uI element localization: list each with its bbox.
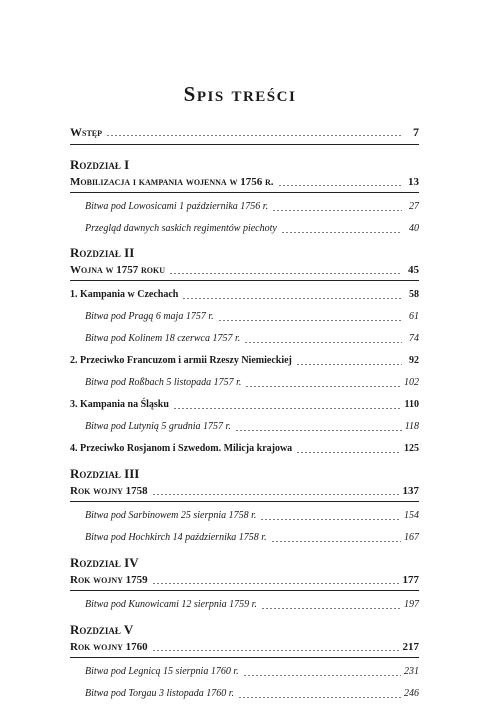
toc-entry-label: Wstęp	[70, 125, 103, 139]
chapter-heading: Rozdział I	[70, 157, 130, 172]
dot-leader	[182, 298, 402, 299]
chapter-heading: Rozdział V	[70, 622, 134, 637]
toc-entry-label: Bitwa pod Roßbach 5 listopada 1757 r.	[85, 377, 242, 388]
toc-entry-label: Bitwa pod Pragą 6 maja 1757 r.	[85, 311, 214, 322]
toc-entry-label: Rok wojny 1758	[70, 485, 148, 497]
dot-leader	[169, 273, 402, 274]
toc-entry-page: 137	[402, 485, 419, 497]
toc-entry-label: Rok wojny 1759	[70, 574, 148, 586]
toc-entry-label: Rok wojny 1760	[70, 641, 148, 653]
page-title: Spis treści	[183, 82, 297, 106]
toc-entry-page: 102	[404, 377, 419, 388]
toc-entry-page: 13	[408, 176, 419, 188]
chapter-3	[70, 465, 419, 549]
dot-leader	[296, 364, 402, 365]
chapter-4	[70, 554, 419, 616]
toc-entry-page: 154	[404, 510, 419, 521]
toc-entry-label: 1. Kampania w Czechach	[70, 289, 179, 300]
chapter-1	[70, 156, 419, 240]
dot-leader	[238, 697, 401, 698]
toc-entry-intro[interactable]	[70, 120, 419, 144]
dot-leader	[173, 408, 402, 409]
dot-leader	[152, 494, 400, 495]
toc-entry-page: 92	[409, 355, 419, 366]
toc-entry[interactable]	[70, 196, 419, 218]
toc-entry[interactable]	[70, 661, 419, 683]
toc-entry[interactable]	[70, 284, 419, 306]
toc-entry[interactable]	[70, 594, 419, 616]
toc-entry-page: 61	[409, 311, 419, 322]
toc-entry[interactable]	[70, 683, 419, 705]
toc-entry-page: 246	[404, 688, 419, 699]
toc-entry-label: 2. Przeciwko Francuzom i armii Rzeszy Niemieckiej	[70, 355, 292, 366]
toc-entry-label: Bitwa pod Kunowicami 12 sierpnia 1759 r.	[85, 599, 257, 610]
dot-leader	[235, 430, 402, 431]
chapter-title[interactable]	[70, 482, 419, 501]
toc-entry-page: 118	[404, 421, 419, 432]
toc-entry[interactable]	[70, 350, 419, 372]
toc-entry-page: 58	[409, 289, 419, 300]
toc-entry[interactable]	[70, 306, 419, 328]
toc-entry-label: Bitwa pod Sarbinowem 25 sierpnia 1758 r.	[85, 510, 257, 521]
toc-entry-label: Wojna w 1757 roku	[70, 264, 166, 276]
toc-entry-label: Bitwa pod Lowosicami 1 października 1756 r.	[85, 201, 269, 212]
toc-entry[interactable]	[70, 438, 419, 460]
toc-entry-page: 40	[409, 223, 419, 234]
toc-entry[interactable]	[70, 527, 419, 549]
toc-entry[interactable]	[70, 218, 419, 240]
dot-leader	[272, 210, 402, 211]
table-of-contents	[70, 120, 419, 705]
dot-leader	[245, 386, 401, 387]
toc-entry-label: Przegląd dawnych saskich regimentów piechoty	[85, 223, 277, 234]
toc-entry[interactable]	[70, 416, 419, 438]
chapter-heading: Rozdział III	[70, 466, 140, 481]
toc-entry[interactable]	[70, 505, 419, 527]
toc-entry[interactable]	[70, 372, 419, 394]
toc-entry-page: 167	[404, 532, 419, 543]
toc-entry-label: Bitwa pod Kolinem 18 czerwca 1757 r.	[85, 333, 241, 344]
chapter-title[interactable]	[70, 638, 419, 657]
toc-entry-page: 217	[402, 641, 419, 653]
toc-entry-page: 197	[404, 599, 419, 610]
toc-entry-label: Bitwa pod Lutynią 5 grudnia 1757 r.	[85, 421, 231, 432]
chapter-heading: Rozdział IV	[70, 555, 139, 570]
toc-entry-page: 7	[413, 125, 419, 139]
toc-entry-label: Bitwa pod Torgau 3 listopada 1760 r.	[85, 688, 235, 699]
toc-entry-page: 125	[404, 443, 419, 454]
divider	[70, 144, 419, 145]
toc-entry-page: 110	[404, 399, 419, 410]
toc-entry-label: 3. Kampania na Śląsku	[70, 399, 169, 410]
toc-entry-label: Bitwa pod Hochkirch 14 października 1758 r.	[85, 532, 267, 543]
toc-entry[interactable]	[70, 328, 419, 350]
chapter-5	[70, 621, 419, 705]
toc-entry-page: 45	[408, 264, 419, 276]
dot-leader	[281, 232, 402, 233]
toc-entry-page: 231	[404, 666, 419, 677]
dot-leader	[152, 650, 400, 651]
dot-leader	[218, 320, 402, 321]
toc-entry-page: 74	[409, 333, 419, 344]
toc-entry[interactable]	[70, 394, 419, 416]
dot-leader	[244, 342, 402, 343]
dot-leader	[271, 541, 401, 542]
toc-entry-label: 4. Przeciwko Rosjanom i Szwedom. Milicja krajowa	[70, 443, 293, 454]
chapter-title[interactable]	[70, 173, 419, 192]
dot-leader	[296, 452, 401, 453]
toc-entry-page: 27	[409, 201, 419, 212]
chapter-title[interactable]	[70, 571, 419, 590]
dot-leader	[106, 135, 402, 136]
toc-entry-label: Mobilizacja i kampania wojenna w 1756 r.	[70, 176, 274, 188]
toc-entry-page: 177	[402, 574, 419, 586]
chapter-heading: Rozdział II	[70, 245, 135, 260]
dot-leader	[261, 608, 401, 609]
dot-leader	[243, 675, 401, 676]
toc-entry-label: Bitwa pod Legnicą 15 sierpnia 1760 r.	[85, 666, 239, 677]
chapter-2	[70, 244, 419, 460]
chapter-title[interactable]	[70, 261, 419, 280]
dot-leader	[260, 519, 401, 520]
dot-leader	[152, 583, 400, 584]
dot-leader	[278, 185, 403, 186]
